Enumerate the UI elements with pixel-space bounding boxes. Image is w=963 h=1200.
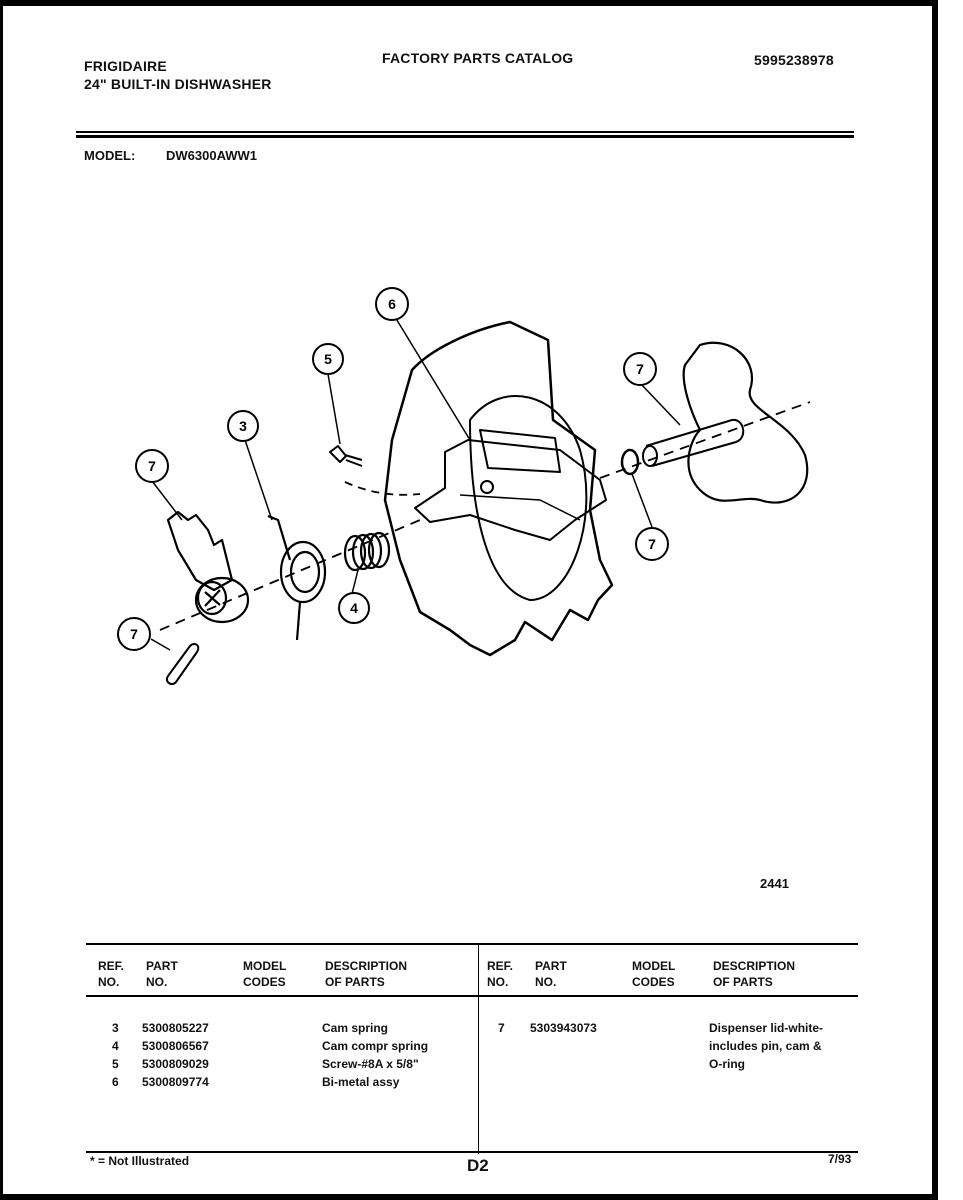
- brand-name: FRIGIDAIRE: [84, 58, 167, 74]
- cam-compression-spring: [345, 533, 389, 570]
- table-row: Cam spring: [322, 1021, 389, 1035]
- table-rule-bottom: [86, 1151, 858, 1153]
- cam-pin: [167, 644, 198, 684]
- callout-3: [228, 411, 258, 441]
- table-row: 3: [112, 1021, 119, 1035]
- model-label: MODEL:: [84, 148, 136, 163]
- svg-text:5: 5: [324, 351, 332, 367]
- not-illustrated-note: * = Not Illustrated: [90, 1154, 190, 1168]
- callout-4: [339, 593, 369, 623]
- model-number: DW6300AWW1: [166, 148, 258, 163]
- table-row: 5: [112, 1057, 119, 1071]
- description-column: [322, 1019, 428, 1091]
- page-number: D2: [467, 1156, 489, 1175]
- svg-text:3: 3: [239, 418, 247, 434]
- table-rule-top: [86, 943, 858, 945]
- page-border-bottom: [0, 1194, 938, 1200]
- catalog-title: FACTORY PARTS CATALOG: [382, 50, 574, 66]
- svg-text:7: 7: [130, 626, 138, 642]
- header-part-no: PART NO.: [146, 959, 178, 989]
- callout-7-pin: [118, 618, 150, 650]
- table-row: 4: [112, 1039, 119, 1053]
- table-row: 5300809774: [142, 1075, 209, 1089]
- lid-pin: [646, 420, 743, 466]
- cam-coil-spring: [268, 516, 325, 640]
- table-rule-header: [86, 995, 858, 997]
- assembly-axis-line: [160, 402, 810, 630]
- catalog-date: 7/93: [828, 1152, 852, 1166]
- header-model-codes: MODEL CODES: [243, 959, 287, 989]
- callout-5: [313, 344, 343, 374]
- callout-6: [376, 288, 408, 320]
- table-row: Screw-#8A x 5/8": [322, 1057, 419, 1071]
- product-name: 24" BUILT-IN DISHWASHER: [84, 76, 272, 92]
- header-ref-no: REF. NO.: [98, 959, 125, 989]
- svg-text:7: 7: [148, 458, 156, 474]
- svg-text:6: 6: [388, 296, 396, 312]
- description-right: Dispenser lid-white- includes pin, cam & O-ring: [709, 1021, 824, 1071]
- table-row: Cam compr spring: [322, 1039, 429, 1053]
- svg-text:7: 7: [636, 361, 644, 377]
- table-row: 5300809029: [142, 1057, 209, 1071]
- callout-7-cam: [136, 450, 168, 482]
- screw: [330, 446, 362, 466]
- svg-text:7: 7: [648, 536, 656, 552]
- part-right: 5303943073: [530, 1021, 597, 1035]
- header-model-codes-right: MODEL CODES: [632, 959, 676, 989]
- cam: [168, 512, 248, 622]
- housing-inner-ring: [470, 396, 586, 600]
- table-row: 5300806567: [142, 1039, 209, 1053]
- svg-text:4: 4: [350, 600, 358, 616]
- dispenser-housing-outline: [385, 322, 612, 655]
- bi-metal-assembly: [415, 440, 606, 540]
- header-description-right: DESCRIPTION OF PARTS: [713, 959, 796, 989]
- header-description: DESCRIPTION OF PARTS: [325, 959, 408, 989]
- part-column: [142, 1019, 209, 1091]
- callout-7-oring: [636, 528, 668, 560]
- table-row: 5300805227: [142, 1021, 209, 1035]
- header-ref-no-right: REF. NO.: [487, 959, 514, 989]
- table-row: 6: [112, 1075, 119, 1089]
- o-ring: [622, 450, 638, 474]
- figure-code: 2441: [760, 876, 789, 891]
- callout-7-lid: [624, 353, 656, 385]
- ref-column: [112, 1019, 119, 1091]
- dispenser-lid: [684, 343, 808, 503]
- ref-right: 7: [498, 1021, 505, 1035]
- table-column-divider: [478, 944, 479, 1154]
- table-row: Bi-metal assy: [322, 1075, 400, 1089]
- catalog-number: 5995238978: [754, 52, 834, 68]
- header-part-no-right: PART NO.: [535, 959, 567, 989]
